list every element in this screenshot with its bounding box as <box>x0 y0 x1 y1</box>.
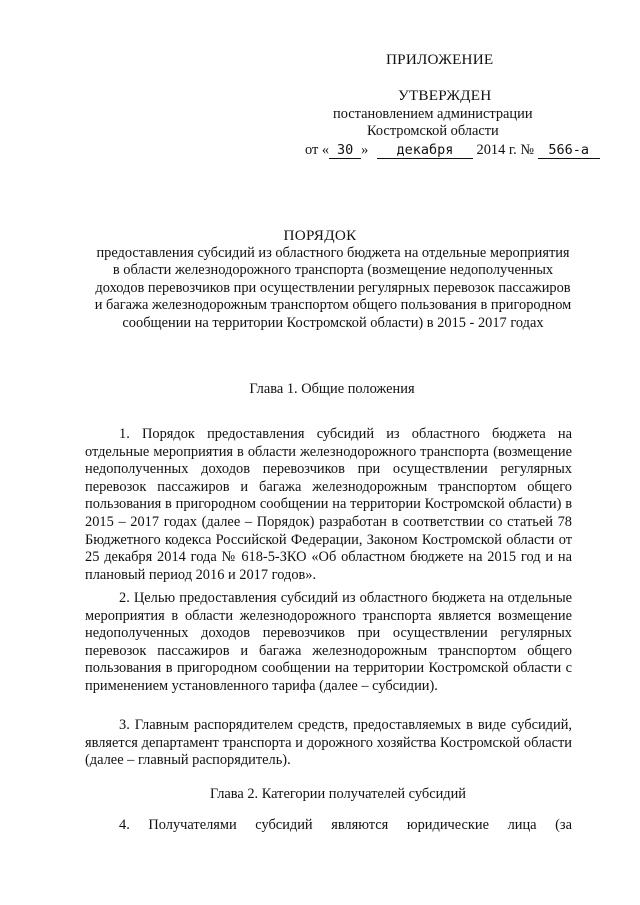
approved-label: УТВЕРЖДЕН <box>398 87 492 104</box>
resolution-line-1: постановлением администрации <box>333 106 533 122</box>
date-line <box>305 142 600 159</box>
doc-number: 566-а <box>538 143 600 159</box>
paragraph-1: 1. Порядок предоставления субсидий из областного бюджета на отдельные мероприятия в области железнодорожного транспорта (возмещение недополученных доходов перевозчиков при осуществлении регулярных перевозок пассажиров и багажа железнодорожным транспортом общего пользования в пригородном сообщении на территории Костромской области) в 2015 – 2017 годах (далее – Порядок) разработан в соответствии со статьей 78 Бюджетного кодекса Российской Федерации, Законом Костромской области от 25 декабря 2014 года № 618-5-ЗКО «Об областном бюджете на 2015 год и на плановый период 2016 и 2017 годов». <box>85 426 572 583</box>
paragraph-2: 2. Целью предоставления субсидий из областного бюджета на отдельные мероприятия в области железнодорожного транспорта является возмещение недополученных доходов перевозчиков при осуществлении регулярных перевозок пассажиров и багажа железнодорожным транспортом общего пользования в пригородном сообщении на территории Костромской области с применением установленного тарифа (далее – субсидии). <box>85 590 572 694</box>
date-year: 2014 г. № <box>476 142 535 158</box>
date-close-quote: » <box>361 142 369 158</box>
date-day: 30 <box>329 143 361 159</box>
appendix-label: ПРИЛОЖЕНИЕ <box>386 51 494 68</box>
paragraph-4: 4. Получателями субсидий являются юридические лица (за <box>119 817 572 833</box>
resolution-line-2: Костромской области <box>367 123 499 139</box>
document-subtitle: предоставления субсидий из областного бюджета на отдельные мероприятия в области железнодорожного транспорта (возмещение недополученных доходов перевозчиков при осуществлении регулярных перевозок пассажиров и багажа железнодорожным транспортом общего пользования в пригородном сообщении на территории Костромской области) в 2015 - 2017 годах <box>94 245 572 331</box>
date-prefix: от « <box>305 142 330 158</box>
document-title: ПОРЯДОК <box>283 227 357 244</box>
chapter-2-heading: Глава 2. Категории получателей субсидий <box>209 786 467 802</box>
date-month: декабря <box>377 143 473 159</box>
chapter-1-heading: Глава 1. Общие положения <box>249 381 415 397</box>
paragraph-3: 3. Главным распорядителем средств, предоставляемых в виде субсидий, является департамент транспорта и дорожного хозяйства Костромской области (далее – главный распорядитель). <box>85 717 572 769</box>
